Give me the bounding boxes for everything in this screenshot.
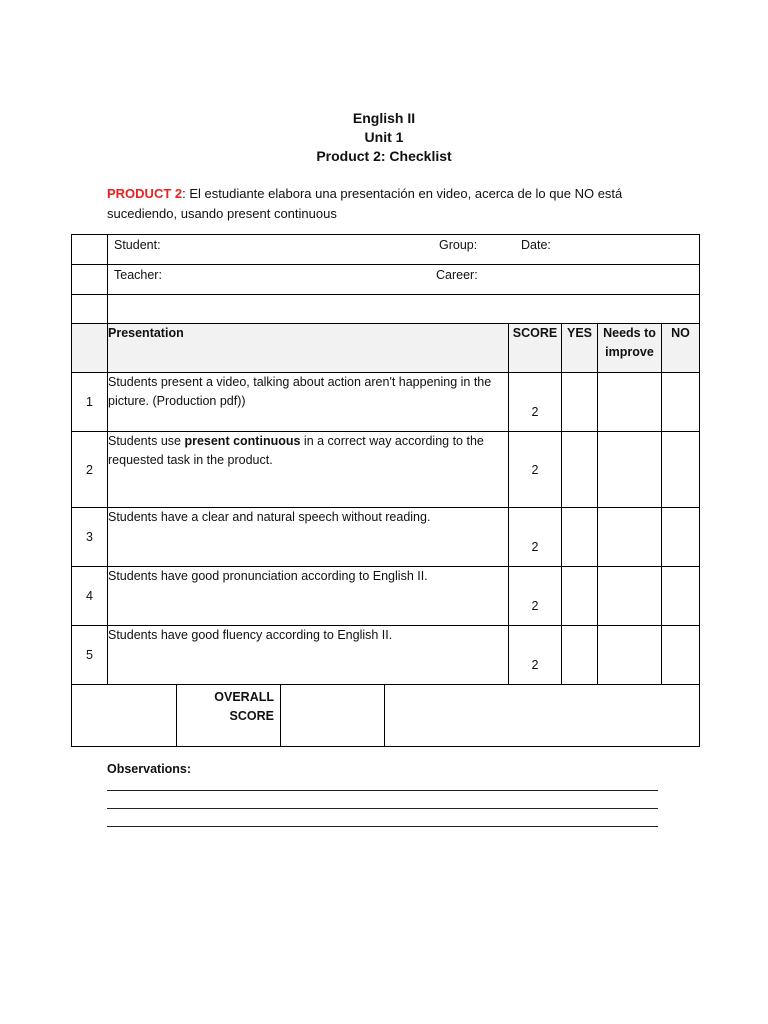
overall-score-label bbox=[177, 685, 281, 747]
column-presentation: Presentation bbox=[108, 324, 509, 373]
blank-row-cell[interactable] bbox=[108, 295, 700, 324]
row-yes-cell[interactable] bbox=[562, 508, 598, 567]
row-number: 5 bbox=[72, 626, 108, 685]
row-number: 2 bbox=[72, 432, 108, 508]
row-no-cell[interactable] bbox=[662, 626, 700, 685]
column-needs-line1: Needs to bbox=[603, 326, 656, 340]
column-score: SCORE bbox=[509, 324, 562, 373]
product-label-colon: : bbox=[182, 186, 186, 201]
table-row bbox=[72, 373, 700, 432]
table-row bbox=[72, 567, 700, 626]
table-row bbox=[72, 432, 700, 508]
teacher-label: Teacher: bbox=[114, 268, 162, 282]
teacher-info-cell[interactable] bbox=[108, 265, 700, 295]
row-yes-cell[interactable] bbox=[562, 567, 598, 626]
row-score: 2 bbox=[509, 508, 562, 567]
column-header-row bbox=[72, 324, 700, 373]
overall-score-value-cell[interactable] bbox=[281, 685, 385, 747]
overall-blank-cell bbox=[72, 685, 177, 747]
row-criterion: Students have good fluency according to English II. bbox=[108, 626, 509, 685]
row-yes-cell[interactable] bbox=[562, 626, 598, 685]
row-yes-cell[interactable] bbox=[562, 373, 598, 432]
row-needs-improve-cell[interactable] bbox=[598, 626, 662, 685]
observation-line[interactable] bbox=[107, 808, 658, 809]
row-number: 3 bbox=[72, 508, 108, 567]
row-criterion-post: in a correct way according to the requested task in the product. bbox=[108, 434, 484, 467]
row-needs-improve-cell[interactable] bbox=[598, 373, 662, 432]
table-row bbox=[72, 508, 700, 567]
title-unit: Unit 1 bbox=[364, 129, 404, 145]
column-needs-improve bbox=[598, 324, 662, 373]
header-num-cell bbox=[72, 324, 108, 373]
column-no: NO bbox=[662, 324, 700, 373]
row-no-cell[interactable] bbox=[662, 508, 700, 567]
student-info-cell[interactable] bbox=[108, 235, 700, 265]
row-yes-cell[interactable] bbox=[562, 432, 598, 508]
group-label: Group: bbox=[439, 238, 478, 252]
overall-line2: SCORE bbox=[229, 709, 274, 723]
row-no-cell[interactable] bbox=[662, 432, 700, 508]
row-no-cell[interactable] bbox=[662, 567, 700, 626]
row-needs-improve-cell[interactable] bbox=[598, 432, 662, 508]
row-no-cell[interactable] bbox=[662, 373, 700, 432]
title-course: English II bbox=[352, 110, 416, 126]
checklist-table bbox=[71, 234, 700, 685]
row-criterion-pre: Students use bbox=[108, 434, 185, 448]
row-score: 2 bbox=[509, 626, 562, 685]
row-criterion: Students have good pronunciation according to English II. bbox=[108, 567, 509, 626]
student-label: Student: bbox=[114, 238, 161, 252]
title-product: Product 2: Checklist bbox=[316, 148, 452, 164]
row-criterion bbox=[108, 432, 509, 508]
row-number: 4 bbox=[72, 567, 108, 626]
row-number: 1 bbox=[72, 373, 108, 432]
row-criterion: Students have a clear and natural speech without reading. bbox=[108, 508, 509, 567]
overall-score-table bbox=[71, 684, 700, 747]
table-row bbox=[72, 626, 700, 685]
product-label: PRODUCT 2 bbox=[107, 186, 183, 201]
product-text: El estudiante elabora una presentación en video, acerca de lo que NO está sucediendo, usando present continuous bbox=[107, 186, 623, 221]
row-needs-improve-cell[interactable] bbox=[598, 508, 662, 567]
observation-line[interactable] bbox=[107, 790, 658, 791]
row-needs-improve-cell[interactable] bbox=[598, 567, 662, 626]
overall-comment-cell[interactable] bbox=[385, 685, 700, 747]
date-label: Date: bbox=[521, 238, 551, 252]
overall-line1: OVERALL bbox=[214, 690, 274, 704]
info-num-cell bbox=[72, 235, 108, 265]
column-yes: YES bbox=[562, 324, 598, 373]
product-description bbox=[107, 184, 667, 224]
row-score: 2 bbox=[509, 567, 562, 626]
row-criterion-bold: present continuous bbox=[184, 434, 301, 448]
info-num-cell bbox=[72, 265, 108, 295]
row-criterion: Students present a video, talking about action aren't happening in the picture. (Production pdf)) bbox=[108, 373, 509, 432]
row-score: 2 bbox=[509, 373, 562, 432]
document-title bbox=[0, 109, 768, 166]
column-needs-line2: improve bbox=[605, 345, 654, 359]
observation-line[interactable] bbox=[107, 826, 658, 827]
row-score: 2 bbox=[509, 432, 562, 508]
blank-num-cell bbox=[72, 295, 108, 324]
career-label: Career: bbox=[436, 268, 478, 282]
observations-title: Observations: bbox=[107, 762, 192, 776]
